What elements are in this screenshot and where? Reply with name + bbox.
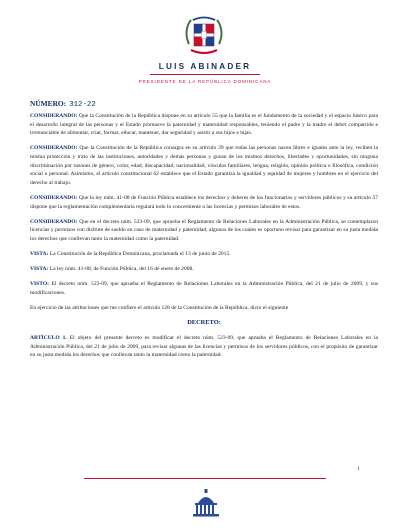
paragraph-label: VISTA: (30, 251, 49, 258)
paragraph (30, 112, 378, 138)
decree-number-label: NÚMERO: (30, 99, 67, 108)
paragraph (30, 265, 378, 274)
paragraph-label: VISTO: (30, 281, 50, 288)
paragraph-label: CONSIDERANDO: (30, 113, 78, 119)
decree-number-value: 312-22 (69, 101, 96, 109)
paragraph-label: VISTA: (30, 266, 49, 273)
president-subtitle: PRESIDENTE DE LA REPÚBLICA DOMINICANA (138, 79, 272, 84)
paragraph-text: Que en el decreto núm. 523-09, que aprueba el Reglamento de Relaciones Laborales en la Administración Pública, se contemplaron licencias y permisos con disfrute de sueldo en caso de maternidad y paternidad, algunos de los cuales es oportuno revisar para garantizar en su justa medida los derechos que conllevan tanto la maternidad como la paternidad. (30, 218, 378, 242)
decree-heading: DECRETO: (187, 319, 221, 327)
palace-logo-icon (189, 489, 223, 519)
page-number: 1 (357, 466, 360, 472)
paragraph (30, 250, 378, 259)
paragraph-text: En ejercicio de las atribuciones que me confiere el artículo 128 de la Constitución de la República, dicto el siguiente (30, 305, 289, 312)
paragraph (30, 144, 378, 187)
paragraph (30, 280, 378, 297)
paragraph (30, 194, 378, 211)
article-label: ARTÍCULO 1. (30, 335, 67, 342)
paragraph-label: CONSIDERANDO: (30, 194, 78, 201)
paragraph (30, 218, 378, 244)
article-paragraph (30, 334, 378, 360)
paragraph (30, 304, 378, 313)
paragraph-text: Que la Constitución de la República consagra en su artículo 39 que todas las personas nacen libres e iguales ante la ley, reciben la misma protección y trato de las instituciones, autoridades y demás personas y gozan de los mismos derechos, libertades y oportunidades, sin ninguna discriminación por razones de género, color, edad, discapacidad, nacionalidad, vínculos familiares, lengua, religión, opinión política o filosófica, condición social o personal. Asimismo, el artículo constitucional 62 establece que el Estado garantiza la igualdad y equidad de mujeres y hombres en el ejercicio del derecho al trabajo. (30, 145, 378, 186)
president-name: LUIS ABINADER (158, 62, 252, 71)
paragraph-label: CONSIDERANDO: (30, 218, 78, 225)
header-divider (150, 74, 260, 75)
paragraph-text: Que la Constitución de la República dispone en su artículo 55 que la familia es el fundamento de la sociedad y el espacio básico para el desarrollo integral de las personas y el Estado promueve la paternidad y maternidad responsables, teniendo el padre y la madre el deber compartido e irrenunciable de alimentar, criar, formar, educar, mantener, dar seguridad y asistir a sus hijos e hijas. (30, 113, 378, 137)
paragraph-text: La ley núm. 41-08, de Función Pública, del 16 de enero de 2008. (48, 266, 194, 273)
paragraph-text: La Constitución de la República Dominicana, proclamada el 13 de junio de 2015. (48, 251, 231, 258)
decree-number (30, 99, 96, 109)
paragraph-text: El decreto núm. 523-09, que aprueba el Reglamento de Relaciones Laborales en la Administración Pública, del 21 de julio de 2009, y sus modificaciones. (30, 281, 378, 297)
article-text: El objeto del presente decreto es modificar el decreto núm. 523-09, que aprueba el Reglamento de Relaciones Laborales en la Administración Pública, del 21 de julio de 2009, para revisar algunas de las licencias y permisos de los servidores públicos, con el propósito de garantizar en su justa medida los derechos que conllevan tanto la maternidad como la paternidad. (30, 335, 378, 359)
paragraph-label: CONSIDERANDO: (30, 145, 78, 152)
paragraph-text: Que la ley núm. 41-08 de Función Pública establece los derechos y deberes de los funcionarios y servidores públicos y su artículo 57 dispone que la reglamentación complementaria regulará todo lo concerniente a las licencias y permisos laborales de estos. (30, 194, 378, 210)
coat-of-arms-icon (181, 14, 227, 60)
footer-divider (84, 478, 326, 479)
document-body (30, 112, 378, 366)
